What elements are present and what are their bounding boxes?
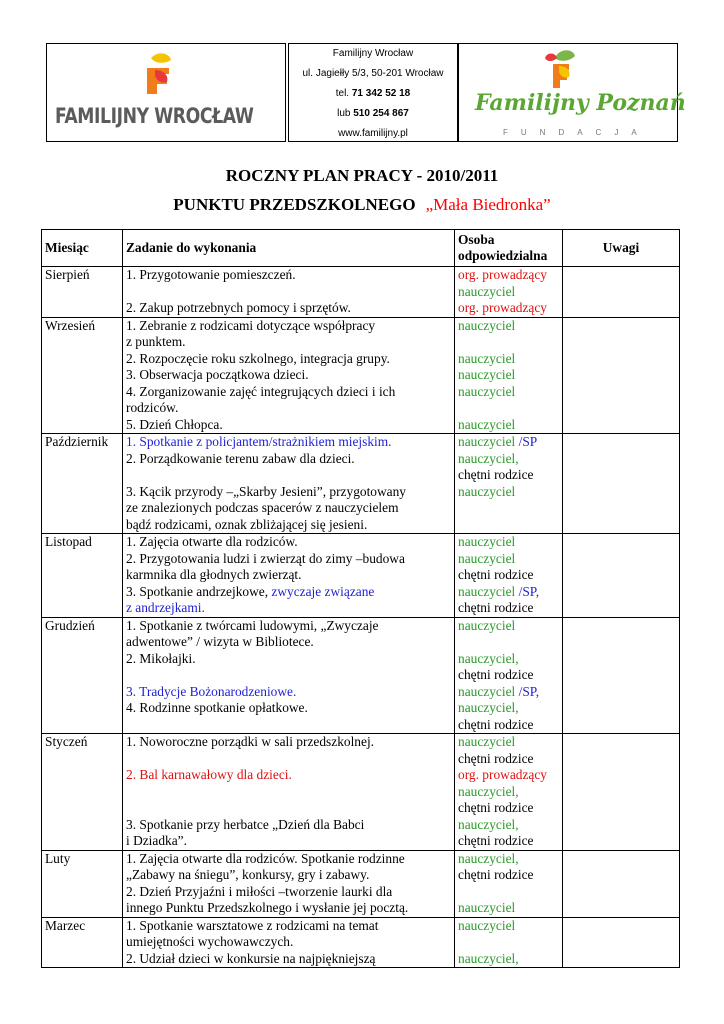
header-person: Osoba odpowiedzialna <box>455 230 563 267</box>
person-line: chętni rodzice <box>458 667 534 682</box>
task-line: rodziców. <box>126 400 179 415</box>
person-line: chętni rodzice <box>458 750 534 766</box>
notes-cell <box>563 534 680 618</box>
person-line: nauczyciel <box>458 283 516 299</box>
notes-cell <box>563 267 680 318</box>
task-line: 4. Rodzinne spotkanie opłatkowe. <box>126 700 308 715</box>
person-line: nauczyciel /SP, <box>458 583 540 599</box>
logo-right-subtitle: FUNDACJA <box>503 128 650 137</box>
task-line <box>126 467 451 484</box>
person-line: nauczyciel <box>458 350 516 366</box>
person-line: chętni rodzice <box>458 833 534 848</box>
task-line: 2. Bal karnawałowy dla dzieci. <box>126 767 292 782</box>
task-line: 1. Noworoczne porządki w sali przedszkolnej. <box>126 734 375 749</box>
person-line: nauczyciel <box>458 900 516 915</box>
address: ul. Jagiełły 5/3, 50-201 Wrocław <box>302 68 444 79</box>
person-line: nauczyciel, <box>458 700 519 715</box>
phone-line: tel. 71 342 52 18 <box>335 88 411 99</box>
task-line: innego Punktu Przedszkolnego i wysłanie jej pocztą. <box>126 900 409 915</box>
person-line: org. prowadzący <box>458 300 547 315</box>
task-cell <box>123 734 455 851</box>
task-line: 1. Spotkanie z policjantem/strażnikiem miejskim. <box>126 434 392 449</box>
page-title: ROCZNY PLAN PRACY - 2010/2011 <box>225 166 499 185</box>
familijny-wroclaw-logo-icon <box>47 44 287 143</box>
logo-right-text: Familijny Poznań <box>475 90 686 116</box>
task-line: bądź rodzicami, oznak zbliżającej się jesieni. <box>126 516 368 532</box>
task-line: 2. Przygotowania ludzi i zwierząt do zimy –budowa <box>126 550 405 566</box>
alt-phone-number: 510 254 867 <box>353 108 409 119</box>
task-line <box>126 284 451 301</box>
month-cell: Styczeń <box>42 734 123 851</box>
task-line <box>126 800 451 817</box>
person-line: nauczyciel <box>458 317 516 333</box>
person-cell <box>455 434 563 534</box>
task-line: 3. Obserwacja początkowa dzieci. <box>126 367 309 382</box>
org-name: Familijny Wrocław <box>332 48 414 59</box>
subtitle-main: PUNKTU PRZEDSZKOLNEGO <box>173 195 416 214</box>
task-line: z punktem. <box>126 334 186 349</box>
task-line: 3. Spotkanie andrzejkowe, zwyczaje związane <box>126 583 375 599</box>
person-line: nauczyciel <box>458 917 516 933</box>
header-notes: Uwagi <box>563 230 680 267</box>
person-line: nauczyciel <box>458 734 516 749</box>
notes-cell <box>563 734 680 851</box>
task-line: 2. Rozpoczęcie roku szkolnego, integracja grupy. <box>126 350 390 366</box>
person-line: nauczyciel <box>458 617 516 633</box>
task-cell <box>123 617 455 734</box>
task-line: 2. Zakup potrzebnych pomocy i sprzętów. <box>126 300 351 315</box>
task-line: 1. Zebranie z rodzicami dotyczące współpracy <box>126 317 376 333</box>
logo-left-text: FAMILIJNY WROCŁAW <box>55 104 254 128</box>
task-line: 2. Porządkowanie terenu zabaw dla dzieci. <box>126 450 355 466</box>
logo-familijny-poznan <box>458 43 686 142</box>
table-row <box>42 917 680 968</box>
header-task: Zadanie do wykonania <box>123 230 455 267</box>
task-line: 3. Spotkanie przy herbatce „Dzień dla Babci <box>126 816 365 832</box>
person-line <box>458 334 559 351</box>
task-line: z andrzejkami. <box>126 600 205 615</box>
task-cell <box>123 917 455 968</box>
table-body <box>42 267 680 968</box>
person-line <box>458 634 559 651</box>
person-line: chętni rodzice <box>458 600 534 615</box>
person-line: chętni rodzice <box>458 716 534 732</box>
task-line: adwentowe” / wizyta w Bibliotece. <box>126 634 314 649</box>
task-line: 2. Dzień Przyjaźni i miłości –tworzenie laurki dla <box>126 883 393 899</box>
task-line: 5. Dzień Chłopca. <box>126 416 223 432</box>
table-row <box>42 850 680 917</box>
alt-phone-line: lub 510 254 867 <box>337 108 409 119</box>
person-line: nauczyciel <box>458 483 516 499</box>
notes-cell <box>563 850 680 917</box>
task-cell <box>123 317 455 434</box>
person-line: nauczyciel /SP, <box>458 683 540 699</box>
work-plan-table <box>41 229 680 968</box>
person-line: nauczyciel, <box>458 950 519 966</box>
person-cell <box>455 534 563 618</box>
table-row <box>42 267 680 318</box>
table-row <box>42 317 680 434</box>
month-cell: Październik <box>42 434 123 534</box>
person-line: nauczyciel, <box>458 650 519 666</box>
person-line: org. prowadzący <box>458 267 547 282</box>
month-cell: Luty <box>42 850 123 917</box>
page-subtitle <box>0 195 724 215</box>
person-cell <box>455 917 563 968</box>
person-line: chętni rodzice <box>458 567 534 582</box>
person-line: nauczyciel <box>458 534 516 549</box>
task-line <box>126 667 451 684</box>
person-line: nauczyciel <box>458 416 516 432</box>
person-cell <box>455 617 563 734</box>
person-line: nauczyciel <box>458 550 516 566</box>
person-line <box>458 884 559 901</box>
notes-cell <box>563 434 680 534</box>
table-row <box>42 534 680 618</box>
notes-cell <box>563 917 680 968</box>
task-line: 2. Mikołajki. <box>126 650 196 666</box>
task-line: umiejętności wychowawczych. <box>126 934 294 949</box>
person-line <box>458 934 559 951</box>
person-line: chętni rodzice <box>458 800 534 815</box>
person-line: nauczyciel, <box>458 783 519 799</box>
task-line: 1. Spotkanie warsztatowe z rodzicami na temat <box>126 917 379 933</box>
task-line: i Dziadka”. <box>126 833 187 848</box>
person-line <box>458 400 559 417</box>
month-cell: Sierpień <box>42 267 123 318</box>
task-cell <box>123 434 455 534</box>
person-cell <box>455 734 563 851</box>
task-line: ze znalezionych podczas spacerów z nauczycielem <box>126 500 399 515</box>
person-line: nauczyciel <box>458 367 516 382</box>
month-cell: Grudzień <box>42 617 123 734</box>
person-cell <box>455 267 563 318</box>
month-cell: Wrzesień <box>42 317 123 434</box>
task-line: 1. Przygotowanie pomieszczeń. <box>126 267 296 282</box>
task-line: 1. Spotkanie z twórcami ludowymi, „Zwyczaje <box>126 617 379 633</box>
notes-cell <box>563 617 680 734</box>
contact-info <box>288 43 458 142</box>
person-line: nauczyciel, <box>458 850 519 866</box>
task-line: 2. Udział dzieci w konkursie na najpiękniejszą <box>126 950 376 966</box>
person-line: chętni rodzice <box>458 467 534 482</box>
person-line: nauczyciel, <box>458 450 519 466</box>
task-line: 4. Zorganizowanie zajęć integrujących dzieci i ich <box>126 383 396 399</box>
task-cell <box>123 534 455 618</box>
person-line: nauczyciel, <box>458 816 519 832</box>
person-line: org. prowadzący <box>458 767 547 782</box>
header-month: Miesiąc <box>42 230 123 267</box>
person-cell <box>455 317 563 434</box>
website-link[interactable]: www.familijny.pl <box>338 128 408 139</box>
table-row <box>42 734 680 851</box>
task-line <box>126 784 451 801</box>
month-cell: Marzec <box>42 917 123 968</box>
table-header-row <box>42 230 680 267</box>
person-line: nauczyciel /SP <box>458 434 538 449</box>
person-line: chętni rodzice <box>458 867 534 882</box>
task-line: 1. Zajęcia otwarte dla rodziców. Spotkanie rodzinne <box>126 850 405 866</box>
task-line: karmnika dla głodnych zwierząt. <box>126 567 302 582</box>
logo-familijny-wroclaw <box>46 43 286 142</box>
month-cell: Listopad <box>42 534 123 618</box>
table-row <box>42 434 680 534</box>
phone-number: 71 342 52 18 <box>351 88 411 99</box>
task-line: 3. Kącik przyrody –„Skarby Jesieni”, przygotowany <box>126 483 407 499</box>
task-cell <box>123 850 455 917</box>
task-line: 1. Zajęcia otwarte dla rodziców. <box>126 534 298 549</box>
letterhead <box>46 43 686 144</box>
task-line: 3. Tradycje Bożonarodzeniowe. <box>126 683 297 699</box>
person-line: nauczyciel <box>458 383 516 399</box>
table-row <box>42 617 680 734</box>
person-cell <box>455 850 563 917</box>
task-cell <box>123 267 455 318</box>
task-line <box>126 751 451 768</box>
task-line: „Zabawy na śniegu”, konkursy, gry i zabawy. <box>126 867 370 882</box>
notes-cell <box>563 317 680 434</box>
subtitle-name: „Mała Biedronka” <box>425 195 551 214</box>
